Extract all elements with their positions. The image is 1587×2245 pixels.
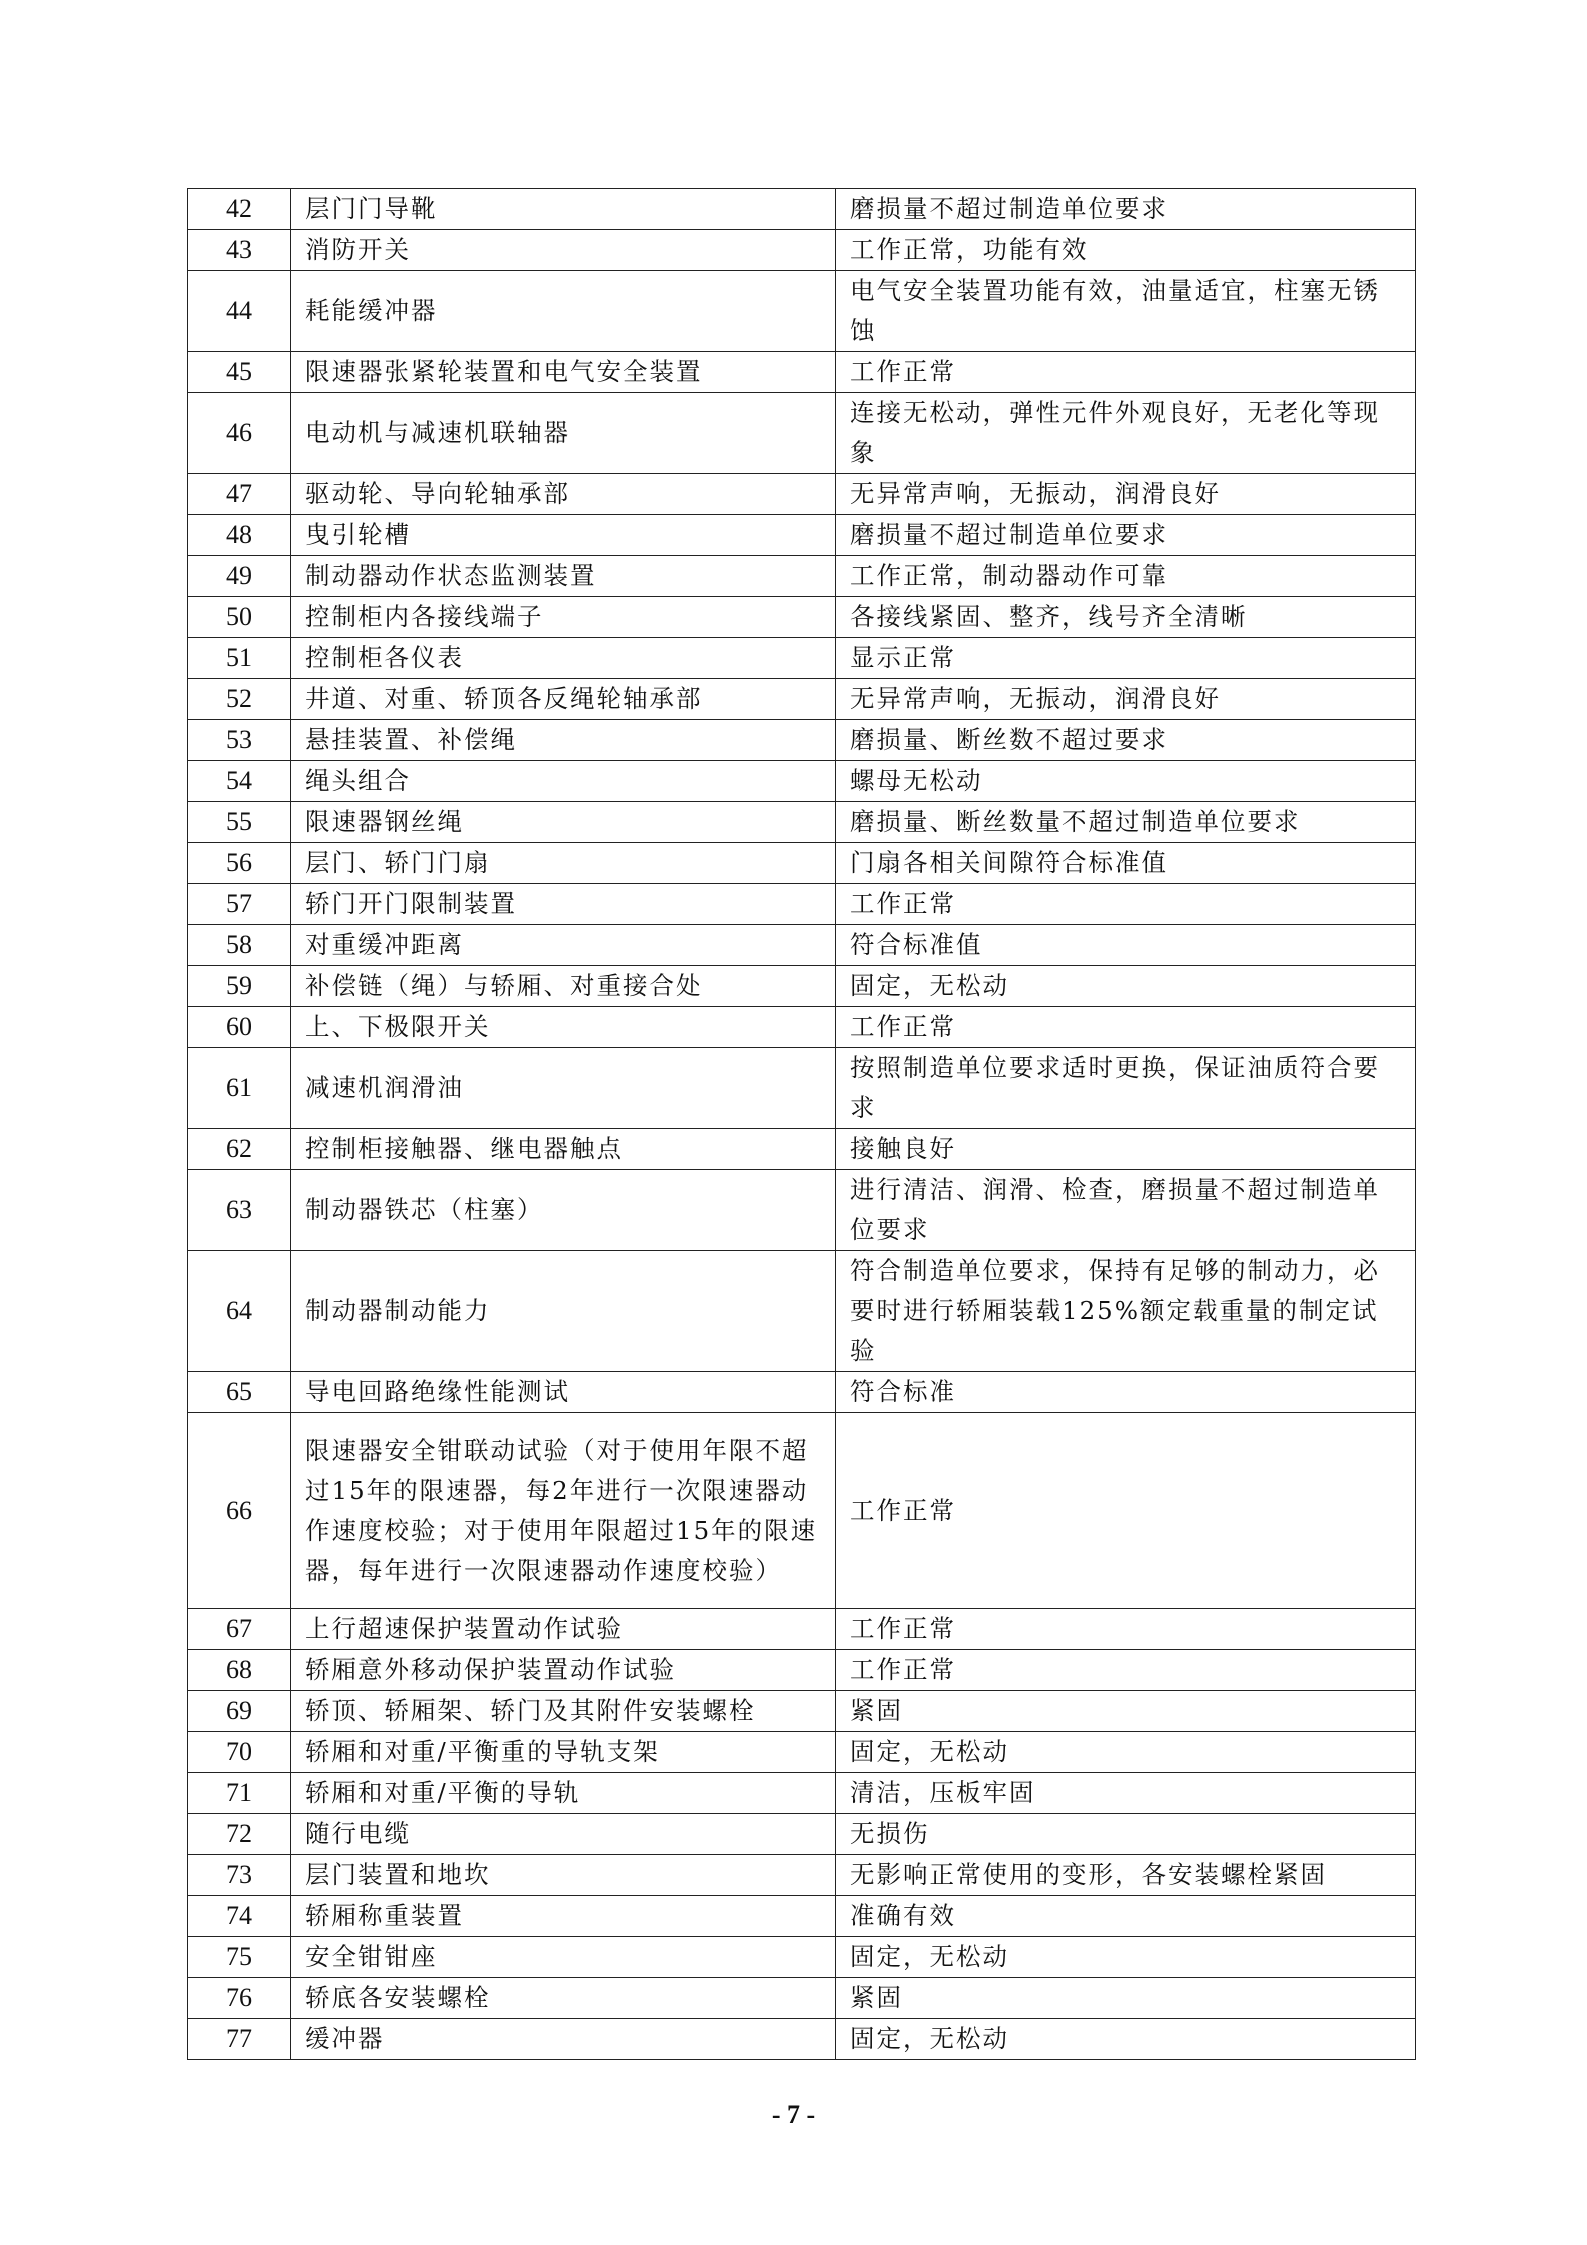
maintenance-requirement: 无异常声响，无振动，润滑良好 (836, 474, 1416, 515)
table-row (188, 1007, 1416, 1048)
table-row (188, 1814, 1416, 1855)
maintenance-item: 对重缓冲距离 (291, 925, 836, 966)
maintenance-requirement: 各接线紧固、整齐，线号齐全清晰 (836, 597, 1416, 638)
row-number: 43 (188, 230, 291, 271)
maintenance-requirement: 工作正常 (836, 1413, 1416, 1609)
maintenance-item: 层门门导靴 (291, 189, 836, 230)
table-row (188, 393, 1416, 474)
maintenance-item: 制动器制动能力 (291, 1251, 836, 1372)
row-number: 54 (188, 761, 291, 802)
row-number: 68 (188, 1650, 291, 1691)
row-number: 50 (188, 597, 291, 638)
maintenance-requirement: 螺母无松动 (836, 761, 1416, 802)
row-number: 46 (188, 393, 291, 474)
maintenance-item: 上、下极限开关 (291, 1007, 836, 1048)
table-row (188, 271, 1416, 352)
maintenance-requirement: 工作正常，制动器动作可靠 (836, 556, 1416, 597)
maintenance-item: 导电回路绝缘性能测试 (291, 1372, 836, 1413)
table-row (188, 1691, 1416, 1732)
row-number: 67 (188, 1609, 291, 1650)
maintenance-requirement: 紧固 (836, 1978, 1416, 2019)
maintenance-item: 轿厢和对重/平衡重的导轨支架 (291, 1732, 836, 1773)
row-number: 48 (188, 515, 291, 556)
row-number: 69 (188, 1691, 291, 1732)
maintenance-requirement: 磨损量不超过制造单位要求 (836, 189, 1416, 230)
maintenance-items-table (187, 188, 1416, 2060)
row-number: 60 (188, 1007, 291, 1048)
row-number: 55 (188, 802, 291, 843)
maintenance-requirement: 连接无松动，弹性元件外观良好，无老化等现象 (836, 393, 1416, 474)
row-number: 42 (188, 189, 291, 230)
maintenance-item: 电动机与减速机联轴器 (291, 393, 836, 474)
maintenance-item: 绳头组合 (291, 761, 836, 802)
table-row (188, 843, 1416, 884)
maintenance-item: 限速器安全钳联动试验（对于使用年限不超过15年的限速器，每2年进行一次限速器动作速度校验；对于使用年限超过15年的限速器，每年进行一次限速器动作速度校验） (291, 1413, 836, 1609)
row-number: 70 (188, 1732, 291, 1773)
table-row (188, 1978, 1416, 2019)
table-row (188, 230, 1416, 271)
table-row (188, 1650, 1416, 1691)
table-row (188, 556, 1416, 597)
maintenance-item: 制动器铁芯（柱塞） (291, 1170, 836, 1251)
maintenance-requirement: 工作正常 (836, 1609, 1416, 1650)
row-number: 74 (188, 1896, 291, 1937)
maintenance-requirement: 无异常声响，无振动，润滑良好 (836, 679, 1416, 720)
row-number: 76 (188, 1978, 291, 2019)
maintenance-requirement: 门扇各相关间隙符合标准值 (836, 843, 1416, 884)
row-number: 51 (188, 638, 291, 679)
row-number: 58 (188, 925, 291, 966)
maintenance-requirement: 显示正常 (836, 638, 1416, 679)
maintenance-item: 轿厢和对重/平衡的导轨 (291, 1773, 836, 1814)
row-number: 77 (188, 2019, 291, 2060)
maintenance-requirement: 无损伤 (836, 1814, 1416, 1855)
maintenance-requirement: 进行清洁、润滑、检查，磨损量不超过制造单位要求 (836, 1170, 1416, 1251)
maintenance-requirement: 符合标准 (836, 1372, 1416, 1413)
maintenance-item: 轿底各安装螺栓 (291, 1978, 836, 2019)
maintenance-requirement: 固定，无松动 (836, 966, 1416, 1007)
row-number: 56 (188, 843, 291, 884)
row-number: 59 (188, 966, 291, 1007)
table-row (188, 1732, 1416, 1773)
row-number: 64 (188, 1251, 291, 1372)
maintenance-item: 轿门开门限制装置 (291, 884, 836, 925)
row-number: 61 (188, 1048, 291, 1129)
table-body (188, 189, 1416, 2060)
table-row (188, 1048, 1416, 1129)
maintenance-requirement: 工作正常 (836, 1007, 1416, 1048)
maintenance-requirement: 符合制造单位要求，保持有足够的制动力，必要时进行轿厢装载125%额定载重量的制定试验 (836, 1251, 1416, 1372)
maintenance-requirement: 磨损量、断丝数量不超过制造单位要求 (836, 802, 1416, 843)
maintenance-item: 控制柜接触器、继电器触点 (291, 1129, 836, 1170)
row-number: 66 (188, 1413, 291, 1609)
table-row (188, 1413, 1416, 1609)
maintenance-requirement: 无影响正常使用的变形，各安装螺栓紧固 (836, 1855, 1416, 1896)
row-number: 75 (188, 1937, 291, 1978)
maintenance-requirement: 接触良好 (836, 1129, 1416, 1170)
row-number: 57 (188, 884, 291, 925)
maintenance-item: 轿厢意外移动保护装置动作试验 (291, 1650, 836, 1691)
maintenance-item: 上行超速保护装置动作试验 (291, 1609, 836, 1650)
row-number: 73 (188, 1855, 291, 1896)
row-number: 45 (188, 352, 291, 393)
maintenance-item: 安全钳钳座 (291, 1937, 836, 1978)
table-row (188, 352, 1416, 393)
table-row (188, 802, 1416, 843)
maintenance-requirement: 工作正常 (836, 1650, 1416, 1691)
table-row (188, 1251, 1416, 1372)
row-number: 44 (188, 271, 291, 352)
table-row (188, 1372, 1416, 1413)
maintenance-requirement: 紧固 (836, 1691, 1416, 1732)
table-row (188, 1896, 1416, 1937)
table-row (188, 1937, 1416, 1978)
maintenance-item: 轿顶、轿厢架、轿门及其附件安装螺栓 (291, 1691, 836, 1732)
maintenance-requirement: 磨损量、断丝数不超过要求 (836, 720, 1416, 761)
maintenance-requirement: 清洁，压板牢固 (836, 1773, 1416, 1814)
maintenance-item: 随行电缆 (291, 1814, 836, 1855)
maintenance-item: 补偿链（绳）与轿厢、对重接合处 (291, 966, 836, 1007)
table-row (188, 761, 1416, 802)
row-number: 52 (188, 679, 291, 720)
table-row (188, 1170, 1416, 1251)
maintenance-requirement: 工作正常 (836, 352, 1416, 393)
table-row (188, 1773, 1416, 1814)
maintenance-item: 限速器钢丝绳 (291, 802, 836, 843)
maintenance-item: 层门、轿门门扇 (291, 843, 836, 884)
table-row (188, 1609, 1416, 1650)
maintenance-item: 轿厢称重装置 (291, 1896, 836, 1937)
maintenance-requirement: 工作正常 (836, 884, 1416, 925)
table-row (188, 638, 1416, 679)
maintenance-item: 限速器张紧轮装置和电气安全装置 (291, 352, 836, 393)
table-row (188, 884, 1416, 925)
table-row (188, 966, 1416, 1007)
maintenance-item: 消防开关 (291, 230, 836, 271)
page-number: - 7 - (771, 2100, 816, 2129)
table-row (188, 1855, 1416, 1896)
row-number: 62 (188, 1129, 291, 1170)
maintenance-requirement: 符合标准值 (836, 925, 1416, 966)
row-number: 49 (188, 556, 291, 597)
maintenance-item: 耗能缓冲器 (291, 271, 836, 352)
maintenance-item: 井道、对重、轿顶各反绳轮轴承部 (291, 679, 836, 720)
maintenance-requirement: 固定，无松动 (836, 2019, 1416, 2060)
maintenance-item: 缓冲器 (291, 2019, 836, 2060)
table-row (188, 474, 1416, 515)
maintenance-requirement: 电气安全装置功能有效，油量适宜，柱塞无锈蚀 (836, 271, 1416, 352)
table-row (188, 1129, 1416, 1170)
row-number: 53 (188, 720, 291, 761)
maintenance-item: 控制柜各仪表 (291, 638, 836, 679)
maintenance-item: 曳引轮槽 (291, 515, 836, 556)
row-number: 65 (188, 1372, 291, 1413)
table-row (188, 925, 1416, 966)
maintenance-item: 减速机润滑油 (291, 1048, 836, 1129)
maintenance-requirement: 准确有效 (836, 1896, 1416, 1937)
table-row (188, 2019, 1416, 2060)
maintenance-requirement: 工作正常，功能有效 (836, 230, 1416, 271)
maintenance-requirement: 固定，无松动 (836, 1937, 1416, 1978)
row-number: 47 (188, 474, 291, 515)
maintenance-item: 层门装置和地坎 (291, 1855, 836, 1896)
table-row (188, 720, 1416, 761)
row-number: 72 (188, 1814, 291, 1855)
maintenance-item: 驱动轮、导向轮轴承部 (291, 474, 836, 515)
table-row (188, 679, 1416, 720)
maintenance-requirement: 磨损量不超过制造单位要求 (836, 515, 1416, 556)
table-row (188, 515, 1416, 556)
row-number: 71 (188, 1773, 291, 1814)
table-row (188, 189, 1416, 230)
maintenance-item: 控制柜内各接线端子 (291, 597, 836, 638)
maintenance-requirement: 按照制造单位要求适时更换，保证油质符合要求 (836, 1048, 1416, 1129)
row-number: 63 (188, 1170, 291, 1251)
maintenance-item: 悬挂装置、补偿绳 (291, 720, 836, 761)
table-row (188, 597, 1416, 638)
maintenance-requirement: 固定，无松动 (836, 1732, 1416, 1773)
maintenance-item: 制动器动作状态监测装置 (291, 556, 836, 597)
